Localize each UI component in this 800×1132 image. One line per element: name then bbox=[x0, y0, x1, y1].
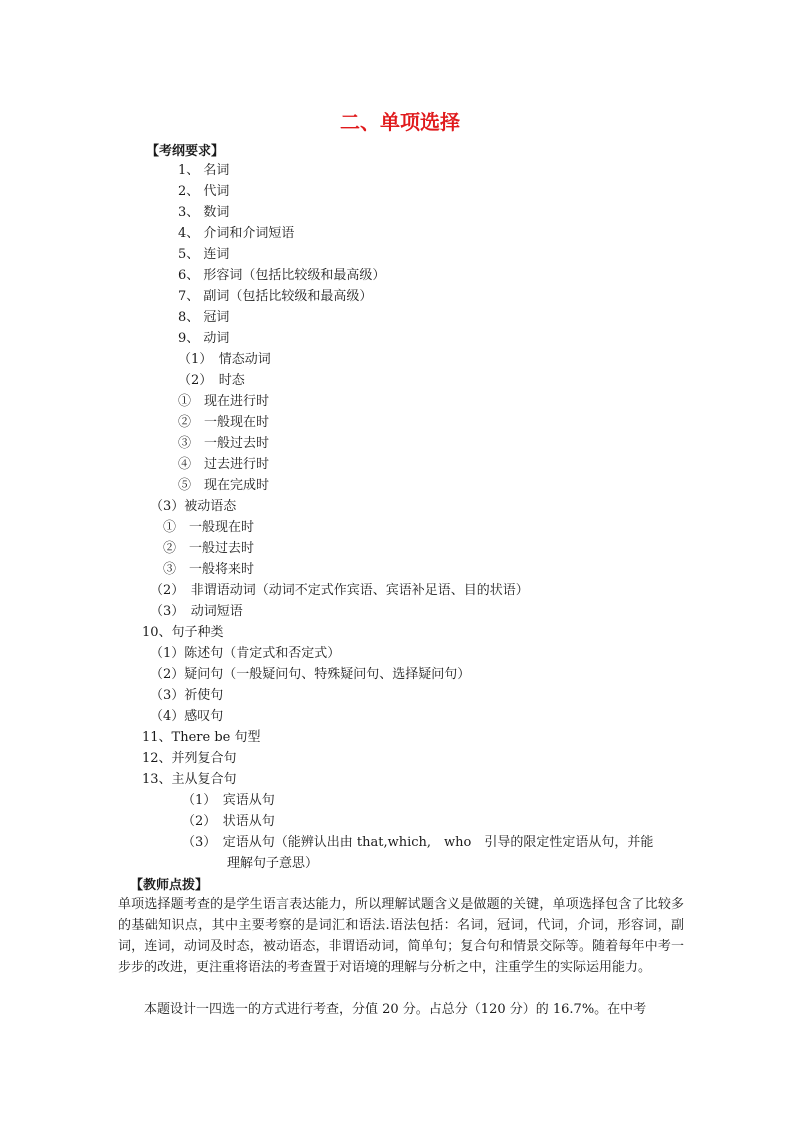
list-item: 5、 连词 bbox=[178, 247, 230, 262]
list-item: ⑤ 现在完成时 bbox=[178, 478, 270, 493]
list-item: 10、句子种类 bbox=[142, 625, 224, 640]
list-item: 8、 冠词 bbox=[178, 310, 230, 325]
list-item: ③ 一般过去时 bbox=[178, 436, 270, 451]
list-item: （2）疑问句（一般疑问句、特殊疑问句、选择疑问句） bbox=[150, 667, 471, 682]
list-item: （1）陈述句（肯定式和否定式） bbox=[150, 646, 341, 661]
list-item: （2） 时态 bbox=[178, 373, 245, 388]
list-item: ③ 一般将来时 bbox=[163, 562, 255, 577]
list-item: （3）被动语态 bbox=[150, 499, 237, 514]
list-item: 4、 介词和介词短语 bbox=[178, 226, 295, 241]
list-item: 9、 动词 bbox=[178, 331, 230, 346]
list-item: ① 现在进行时 bbox=[178, 394, 270, 409]
list-item: 11、There be 句型 bbox=[142, 730, 261, 745]
teacher-paragraph-2: 本题设计一四选一的方式进行考查，分值 20 分。占总分（120 分）的 16.7%。在中考 bbox=[144, 1002, 647, 1017]
list-item: 6、 形容词（包括比较级和最高级） bbox=[178, 268, 386, 283]
syllabus-heading: 【考纲要求】 bbox=[146, 144, 225, 159]
list-item: 12、并列复合句 bbox=[142, 751, 237, 766]
list-item: ④ 过去进行时 bbox=[178, 457, 270, 472]
list-item: （2） 非谓语动词（动词不定式作宾语、宾语补足语、目的状语） bbox=[150, 583, 529, 598]
list-item: （2） 状语从句 bbox=[182, 814, 275, 829]
list-item: （1） 宾语从句 bbox=[182, 793, 275, 808]
list-item: ② 一般现在时 bbox=[178, 415, 270, 430]
list-item: ② 一般过去时 bbox=[163, 541, 255, 556]
page-title: 二、单项选择 bbox=[340, 110, 460, 134]
list-item: （4）感叹句 bbox=[150, 709, 224, 724]
list-item: （3）祈使句 bbox=[150, 688, 224, 703]
list-item: 1、 名词 bbox=[178, 163, 230, 178]
list-item: 7、 副词（包括比较级和最高级） bbox=[178, 289, 373, 304]
list-item: 3、 数词 bbox=[178, 205, 230, 220]
teacher-paragraph-1: 单项选择题考查的是学生语言表达能力，所以理解试题含义是做题的关键，单项选择包含了比较多的基础知识点，其中主要考察的是词汇和语法.语法包括：名词，冠词，代词，介词，形容词，副词，连词，动词及时态，被动语态，非谓语动词，简单句；复合句和情景交际等。随着每年中考一步步的改进，更注重将语法的考查置于对语境的理解与分析之中，注重学生的实际运用能力。 bbox=[118, 897, 684, 975]
list-item: 理解句子意思） bbox=[227, 856, 319, 871]
list-item: （1） 情态动词 bbox=[178, 352, 271, 367]
list-item: 2、 代词 bbox=[178, 184, 230, 199]
list-item: 13、主从复合句 bbox=[142, 772, 237, 787]
list-item: （3） 动词短语 bbox=[150, 604, 243, 619]
list-item: ① 一般现在时 bbox=[163, 520, 255, 535]
teacher-heading: 【教师点拨】 bbox=[130, 878, 209, 893]
list-item: （3） 定语从句（能辨认出由 that,which, who 引导的限定性定语从句，并能 bbox=[182, 835, 654, 850]
